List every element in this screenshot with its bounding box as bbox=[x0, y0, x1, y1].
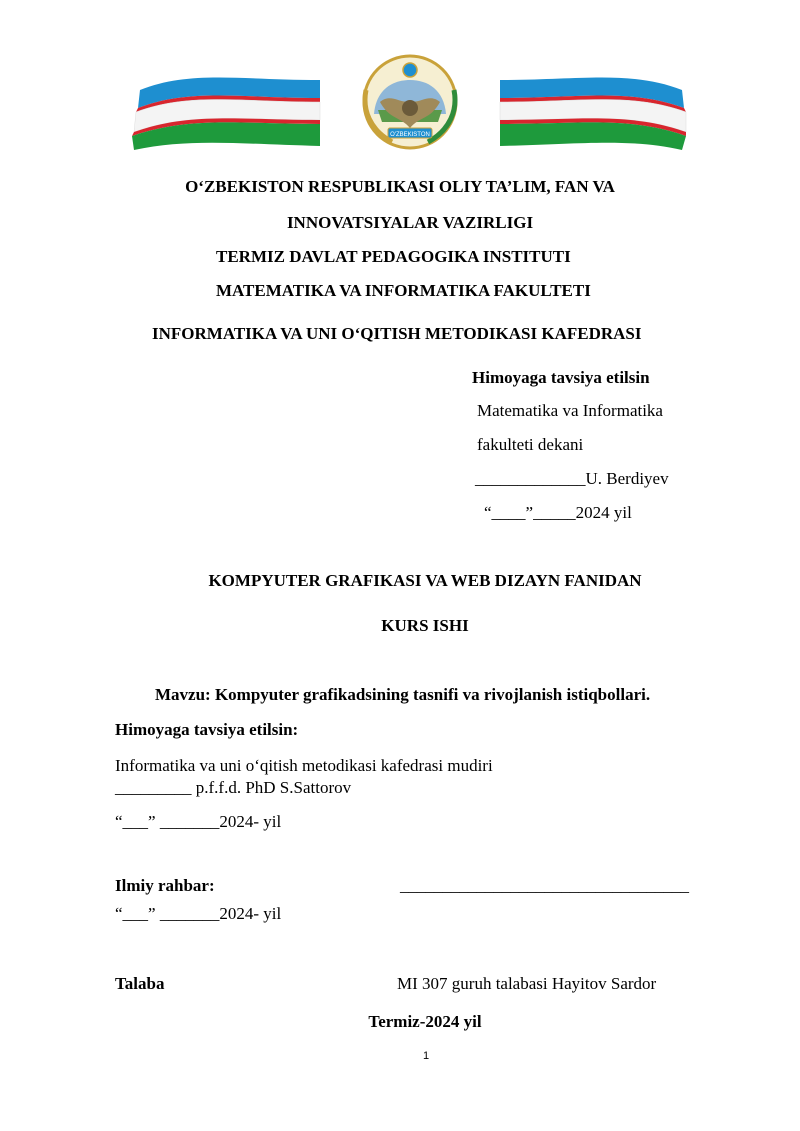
emblem-icon bbox=[364, 56, 456, 148]
page-number: 1 bbox=[422, 1050, 430, 1062]
emblem-inscription: O'ZBEKISTON bbox=[390, 132, 430, 138]
student-info: MI 307 guruh talabasi Hayitov Sardor bbox=[397, 974, 657, 993]
supervisor-label: Ilmiy rahbar: bbox=[115, 876, 215, 895]
approval-title: Himoyaga tavsiya etilsin bbox=[472, 368, 650, 387]
dean-signature-line: _____________U. Berdiyev bbox=[475, 469, 669, 488]
ministry-line-1: O‘ZBEKISTON RESPUBLIKASI OLIY TA’LIM, FAN VA bbox=[185, 177, 615, 196]
supervisor-date: “___” _______2024- yil bbox=[115, 904, 282, 923]
institute-name: TERMIZ DAVLAT PEDAGOGIKA INSTITUTI bbox=[216, 247, 571, 266]
department-head-line: Informatika va uni o‘qitish metodikasi kafedrasi mudiri bbox=[115, 756, 493, 775]
department-head-signature: _________ p.f.f.d. PhD S.Sattorov bbox=[115, 778, 352, 797]
subject-title: KOMPYUTER GRAFIKASI VA WEB DIZAYN FANIDAN bbox=[208, 571, 642, 590]
topic-line: Mavzu: Kompyuter grafikadsining tasnifi va rivojlanish istiqbollari. bbox=[155, 685, 651, 704]
place-year: Termiz-2024 yil bbox=[368, 1012, 482, 1031]
defense-date: “___” _______2024- yil bbox=[115, 812, 282, 831]
defense-title: Himoyaga tavsiya etilsin: bbox=[115, 720, 299, 739]
work-type: KURS ISHI bbox=[381, 616, 469, 635]
state-emblem-flag-banner bbox=[130, 50, 690, 150]
supervisor-signature-line: __________________________________ bbox=[400, 876, 689, 895]
approval-line-2: fakulteti dekani bbox=[477, 435, 584, 454]
approval-line-1: Matematika va Informatika bbox=[477, 401, 663, 420]
department-name: INFORMATIKA VA UNI O‘QITISH METODIKASI KAFEDRASI bbox=[152, 324, 642, 343]
ministry-line-2: INNOVATSIYALAR VAZIRLIGI bbox=[286, 213, 534, 232]
faculty-name: MATEMATIKA VA INFORMATIKA FAKULTETI bbox=[216, 281, 591, 300]
left-flag-ribbon bbox=[132, 78, 320, 151]
approval-date: “____”_____2024 yil bbox=[484, 503, 632, 522]
right-flag-ribbon bbox=[500, 78, 686, 151]
student-label: Talaba bbox=[115, 974, 165, 993]
